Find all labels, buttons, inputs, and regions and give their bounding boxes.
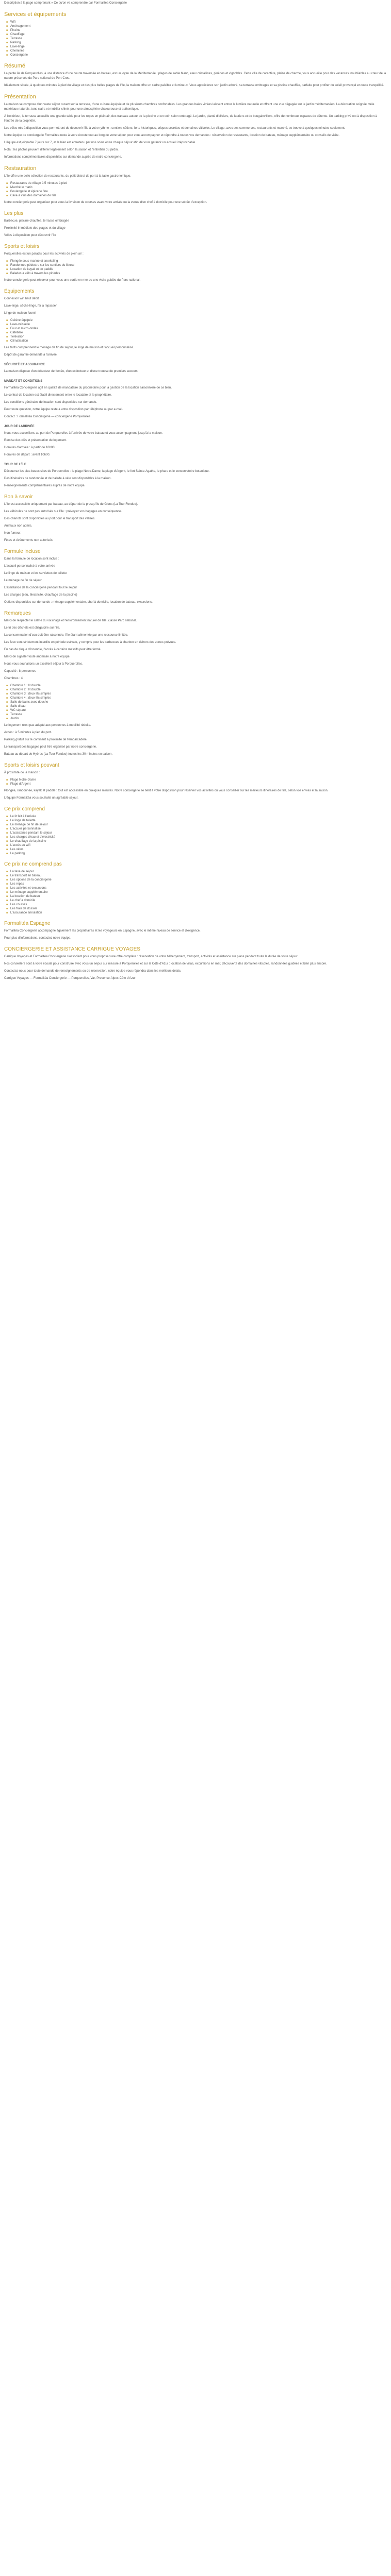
presentation-paragraph: À l'extérieur, la terrasse accueille une grande table pour les repas en plein air, des transats autour de la piscine et un coin salon ombragé. Le jardin, planté d'oliviers, de lauriers et de bougainvilliers, offre de nombreux espaces de détente. Un parking privé est à disposition à l'entrée de la propriété. [4,115,377,123]
list-item: ■ Location de kayak et de paddle [10,267,387,272]
tour-paragraph: Des itinéraires de randonnée et de balade à vélo sont disponibles à la maison. [4,477,112,480]
equipements-paragraph: Connexion wifi haut débit [4,297,39,300]
loisirs-paragraph: Proximité immédiate des plages et du village [4,227,66,230]
comprend-pas-list [4,870,387,915]
list-item: ■ Restaurants du village à 5 minutes à pied [10,181,387,185]
list-item: ■ Wifi [10,20,387,24]
comprend-title: Ce prix comprend [4,806,45,812]
restauration-paragraph: L'île offre une belle sélection de restaurants, du petit bistrot de port à la table gastronomique. [4,175,132,178]
list-item: ■ Les options de la conciergerie [10,878,387,882]
list-item: ■ Terrasse [10,37,387,41]
tour-heading: TOUR DE L'ÎLE [4,463,26,466]
plages-paragraph: À proximité de la maison : [4,771,40,774]
list-item: ■ Boulangerie et épicerie fine [10,190,387,194]
restauration-title: Restauration [4,165,37,172]
jour-paragraph: Remise des clés et présentation du logement. [4,439,67,442]
formalitea-title: Formalitéa Espagne [4,921,51,926]
list-item: ■ Piscine [10,28,387,32]
remarques-title: Remarques [4,611,31,616]
list-item: ■ Lave-linge [10,45,387,49]
formule-paragraph: Les charges (eau, électricité, chauffage de la piscine) [4,594,77,597]
final-paragraph: Nos conseillers sont à votre écoute pour construire avec vous un séjour sur mesure à Porquerolles et sur la Côte d'Azur : location de villas, excursions en mer, découverte des domaines viticoles, randonnées guidées et bien plus encore. [4,962,327,965]
list-item: ■ Les frais de dossier [10,907,387,911]
services-title: Services et équipements [4,11,67,18]
acces-paragraph: Parking gratuit sur le continent à proximité de l'embarcadère. [4,738,88,741]
bon-paragraph: Les véhicules ne sont pas autorisés sur l'île : prévoyez vos bagages en conséquence. [4,510,122,513]
bon-paragraph: Fêtes et événements non autorisés. [4,539,54,542]
list-item: ■ Salle d'eau [10,704,387,708]
list-item: ■ Les courses [10,903,387,907]
acces-paragraph: Bateau au départ de Hyères (La Tour Fondue) toutes les 30 minutes en saison. [4,753,113,756]
loisirs-title: Les plus [4,211,24,216]
resume-paragraph: Idéalement située, à quelques minutes à pied du village et des plus belles plages de l'île, la maison offre un cadre paisible et lumineux. Vous apprécierez son jardin arboré, sa terrasse ombragée et sa piscine chauffée, parfaite pour profiter du soleil provençal en toute tranquillité. [4,84,384,87]
list-item: ■ Chambre 2 : lit double [10,688,387,692]
mandat-paragraph: Formalitéa Conciergerie agit en qualité de mandataire du propriétaire pour la gestion de la location saisonnière de ce bien. [4,386,172,389]
capacite-list [4,684,387,721]
final-title: CONCIERGERIE ET ASSISTANCE CARRIGUE VOYAGES [4,946,140,952]
formule-paragraph: Dans la formule de location sont inclus : [4,557,59,561]
mandat-paragraph: Le contrat de location est établi directement entre le locataire et le propriétaire. [4,394,112,397]
loisirs-paragraph: Vélos à disposition pour découvrir l'île [4,234,56,237]
remarques-paragraph: Merci de respecter le calme du voisinage et l'environnement naturel de l'île, classé Parc national. [4,619,137,622]
remarques-paragraph: Les feux sont strictement interdits en période estivale, y compris pour les barbecues à charbon en dehors des zones prévues. [4,641,176,644]
sports-paragraph: Porquerolles est un paradis pour les activités de plein air : [4,252,84,256]
jour-paragraph: Horaires de départ : avant 10h00. [4,453,51,456]
plages-list [4,778,387,786]
presentation-paragraph: Informations complémentaires disponibles sur demande auprès de notre conciergerie. [4,156,122,159]
remarques-paragraph: En cas de risque d'incendie, l'accès à certains massifs peut être fermé. [4,648,102,651]
plages-paragraph: Plongée, randonnée, kayak et paddle : tout est accessible en quelques minutes. Notre conciergerie se tient à votre disposition pour réserver vos activités ou vous conseiller sur les meilleurs itinéraires de l'île, selon vos envies et la saison. [4,789,329,792]
final-paragraph: Carrigue Voyages et Formalitéa Conciergerie s'associent pour vous proposer une offre complète : réservation de votre hébergement, transport, activités et assistance sur place pendant toute la durée de votre séjour. [4,955,299,958]
list-item: ■ Chambre 1 : lit double [10,684,387,688]
list-item: ■ WC séparé [10,708,387,713]
tarifs-paragraph: Dépôt de garantie demandé à l'arrivée. [4,353,58,357]
formule-paragraph: Le linge de maison et les serviettes de toilette [4,572,67,575]
presentation-paragraph: Nota : les photos peuvent différer légèrement selon la saison et l'entretien du jardin. [4,148,119,151]
sports-paragraph: Notre conciergerie peut réserver pour vous une sortie en mer ou une visite guidée du Parc national. [4,279,141,282]
presentation-title: Présentation [4,94,36,100]
list-item: ■ Chambre 4 : deux lits simples [10,696,387,700]
presentation-paragraph: Les vélos mis à disposition vous permettront de découvrir l'île à votre rythme : sentiers côtiers, forts historiques, criques secrètes et domaines viticoles. Le village, avec ses commerces, restaurants et marché, se trouve à quelques minutes seulement. [4,127,346,130]
bon-paragraph: Animaux non admis. [4,524,32,528]
formule-paragraph: Options disponibles sur demande : ménage supplémentaire, chef à domicile, location de bateau, excursions. [4,601,153,604]
remarques-paragraph: La consommation d'eau doit être raisonnée, l'île étant alimentée par une ressource limitée. [4,634,128,637]
acces-paragraph: Accès : à 5 minutes à pied du port. [4,731,52,734]
list-item: ■ Jardin [10,717,387,721]
securite-paragraph: La maison dispose d'un détecteur de fumée, d'un extincteur et d'une trousse de premiers secours. [4,370,139,373]
presentation-paragraph: L'équipe est joignable 7 jours sur 7, et le bien est entretenu par nos soins entre chaque séjour afin de vous garantir un accueil irréprochable. [4,141,197,144]
jour-heading: JOUR DE LARRIVÉE [4,425,35,428]
list-item: ■ Le ménage supplémentaire [10,890,387,894]
equipements-paragraph: Lave-linge, sèche-linge, fer à repasser [4,304,57,308]
jour-paragraph: Nous vous accueillons au port de Porquerolles à l'arrivée de votre bateau et vous accompagnons jusqu'à la maison. [4,432,163,435]
restauration-list [4,181,387,198]
jour-paragraph: Horaires d'arrivée : à partir de 16h00. [4,446,56,449]
list-item: ■ Télévision [10,335,387,339]
resume-paragraph: La petite île de Porquerolles, à une distance d'une courte traversée en bateau, est un joyau de la Méditerranée : plages de sable blanc, eaux cristallines, pinèdes et vignobles. Cette villa de caractère, pleine de charme, vous accueille pour des vacances inoubliables au cœur de la nature préservée du Parc national de Port-Cros. [4,72,386,80]
securite-heading: SÉCURITÉ ET ASSURANCE [4,363,45,366]
final-paragraph: Carrigue Voyages — Formalitéa Conciergerie — Porquerolles, Var, Provence-Alpes-Côte d'Azur. [4,977,137,980]
bon-paragraph: L'île est accessible uniquement par bateau, au départ de la presqu'île de Giens (La Tour Fondue). [4,503,138,506]
list-item: ■ Cheminée [10,49,387,53]
list-item: ■ Les vélos [10,848,387,852]
presentation-paragraph: Notre équipe de conciergerie Formalitéa reste à votre écoute tout au long de votre séjour pour vous accompagner et répondre à toutes vos demandes : réservation de restaurants, location de bateau, ménage supplémentaire ou conseils de visite. [4,134,340,137]
list-item: ■ Parking [10,41,387,45]
plages-paragraph: L'équipe Formalitéa vous souhaite un agréable séjour. [4,796,78,800]
list-item: ■ L'accueil personnalisé [10,827,387,831]
comprend-list [4,815,387,856]
list-item: ■ Randonnée pédestre sur les sentiers du littoral [10,263,387,267]
list-item: ■ Le chauffage de la piscine [10,839,387,843]
list-item: ■ Cafetière [10,331,387,335]
capacite-paragraph: Capacité : 8 personnes [4,670,36,673]
tour-paragraph: Découvrez les plus beaux sites de Porquerolles : la plage Notre-Dame, la plage d'Argent, le fort Sainte-Agathe, le phare et le conservatoire botanique. [4,470,210,473]
formalitea-paragraph: Formalitéa Conciergerie accompagne également les propriétaires et les voyageurs en Espagne, avec le même niveau de service et d'exigence. [4,929,201,933]
equipements-paragraph: Linge de maison fourni [4,312,36,315]
list-item: ■ Plongée sous-marine et snorkeling [10,259,387,263]
comprend-pas-title: Ce prix ne comprend pas [4,861,62,867]
list-item: ■ Chambre 3 : deux lits simples [10,692,387,696]
final-paragraph: Contactez-nous pour toute demande de renseignements ou de réservation, notre équipe vous répondra dans les meilleurs délais. [4,970,182,973]
list-item: ■ Salle de bains avec douche [10,700,387,704]
list-item: ■ Le ménage de fin de séjour [10,823,387,827]
sports-title: Sports et loisirs [4,244,40,249]
list-item: ■ Terrasse [10,713,387,717]
list-item: ■ Marché le matin [10,185,387,190]
mandat-paragraph: Contact : Formalitéa Conciergerie — conciergerie Porquerolles [4,415,91,418]
bon-title: Bon à savoir [4,494,33,500]
bon-paragraph: Non-fumeur. [4,532,22,535]
formalitea-paragraph: Pour plus d'informations, contactez notre équipe. [4,937,71,940]
list-item: ■ Le lit fait à l'arrivée [10,815,387,819]
list-item: ■ Plage Notre-Dame [10,778,387,782]
list-item: ■ L'assurance annulation [10,911,387,915]
restauration-paragraph: Notre conciergerie peut organiser pour vous la livraison de courses avant votre arrivée ou la venue d'un chef à domicile pour une soirée d'exception. [4,201,207,204]
list-item: ■ Le chef à domicile [10,899,387,903]
list-item: ■ La location de bateau [10,894,387,899]
list-item: ■ Le linge de toilette [10,819,387,823]
equipements-title: Équipements [4,289,35,294]
formule-paragraph: Le ménage de fin de séjour [4,579,42,582]
list-item: ■ Climatisation [10,339,387,343]
remarques-paragraph: Le tri des déchets est obligatoire sur l'île. [4,626,60,630]
resume-title: Résumé [4,63,25,69]
mandat-heading: MANDAT ET CONDITIONS [4,380,43,383]
loisirs-paragraph: Barbecue, piscine chauffée, terrasse ombragée [4,219,69,223]
list-item: ■ Lave-vaisselle [10,323,387,327]
list-item: ■ Cave à vins des domaines de l'île [10,194,387,198]
list-item: ■ Conciergerie [10,53,387,57]
list-item: ■ Plage d'Argent [10,782,387,786]
list-item: ■ L'assistance pendant le séjour [10,831,387,835]
presentation-paragraph: La maison se compose d'un vaste séjour ouvert sur la terrasse, d'une cuisine équipée et de plusieurs chambres confortables. Les grandes baies vitrées laissent entrer la lumière naturelle et offrent une vue dégagée sur le jardin méditerranéen. La décoration soignée mêle matériaux naturels, tons clairs et mobilier chiné, pour une atmosphère chaleureuse et authentique. [4,103,374,111]
list-item: ■ Le parking [10,852,387,856]
list-item: ■ Four et micro-ondes [10,327,387,331]
remarques-paragraph: Nous vous souhaitons un excellent séjour à Porquerolles. [4,663,83,666]
list-item: ■ Les activités et excursions [10,886,387,890]
remarques-paragraph: Merci de signaler toute anomalie à notre équipe. [4,655,71,658]
list-item: ■ Les repas [10,882,387,886]
sports-list [4,259,387,276]
mandat-paragraph: Les conditions générales de location sont disponibles sur demande. [4,401,97,404]
intro-text: Description à la page comprenant « Ce qu'on va comprendre par Formalitéa Conciergerie [4,2,127,5]
list-item: ■ Le transport en bateau [10,874,387,878]
services-list [4,20,387,57]
list-item: ■ Aménagement [10,24,387,28]
formule-paragraph: L'assistance de la conciergerie pendant tout le séjour [4,586,77,589]
list-item: ■ L'accès au wifi [10,843,387,848]
capacite-paragraph: Chambres : 4 [4,677,23,680]
formule-title: Formule incluse [4,549,41,554]
capacite-paragraph: Le logement n'est pas adapté aux personnes à mobilité réduite. [4,724,91,727]
tarifs-paragraph: Les tarifs comprennent le ménage de fin de séjour, le linge de maison et l'accueil personnalisé. [4,346,134,349]
list-item: ■ Cuisine équipée [10,318,387,323]
acces-paragraph: Le transport des bagages peut être organisé par notre conciergerie. [4,745,97,749]
tour-paragraph: Renseignements complémentaires auprès de notre équipe. [4,484,86,487]
list-item: ■ Les charges d'eau et d'électricité [10,835,387,839]
plages-title: Sports et loisirs pouvant [4,762,59,768]
list-item: ■ Chauffage [10,32,387,37]
equipements-list [4,318,387,343]
list-item: ■ La taxe de séjour [10,870,387,874]
formule-paragraph: L'accueil personnalisé à votre arrivée [4,565,55,568]
bon-paragraph: Des chariots sont disponibles au port pour le transport des valises. [4,517,95,520]
list-item: ■ Balades à vélo à travers les pinèdes [10,272,387,276]
mandat-paragraph: Pour toute question, notre équipe reste à votre disposition par téléphone ou par e-mail. [4,408,123,411]
